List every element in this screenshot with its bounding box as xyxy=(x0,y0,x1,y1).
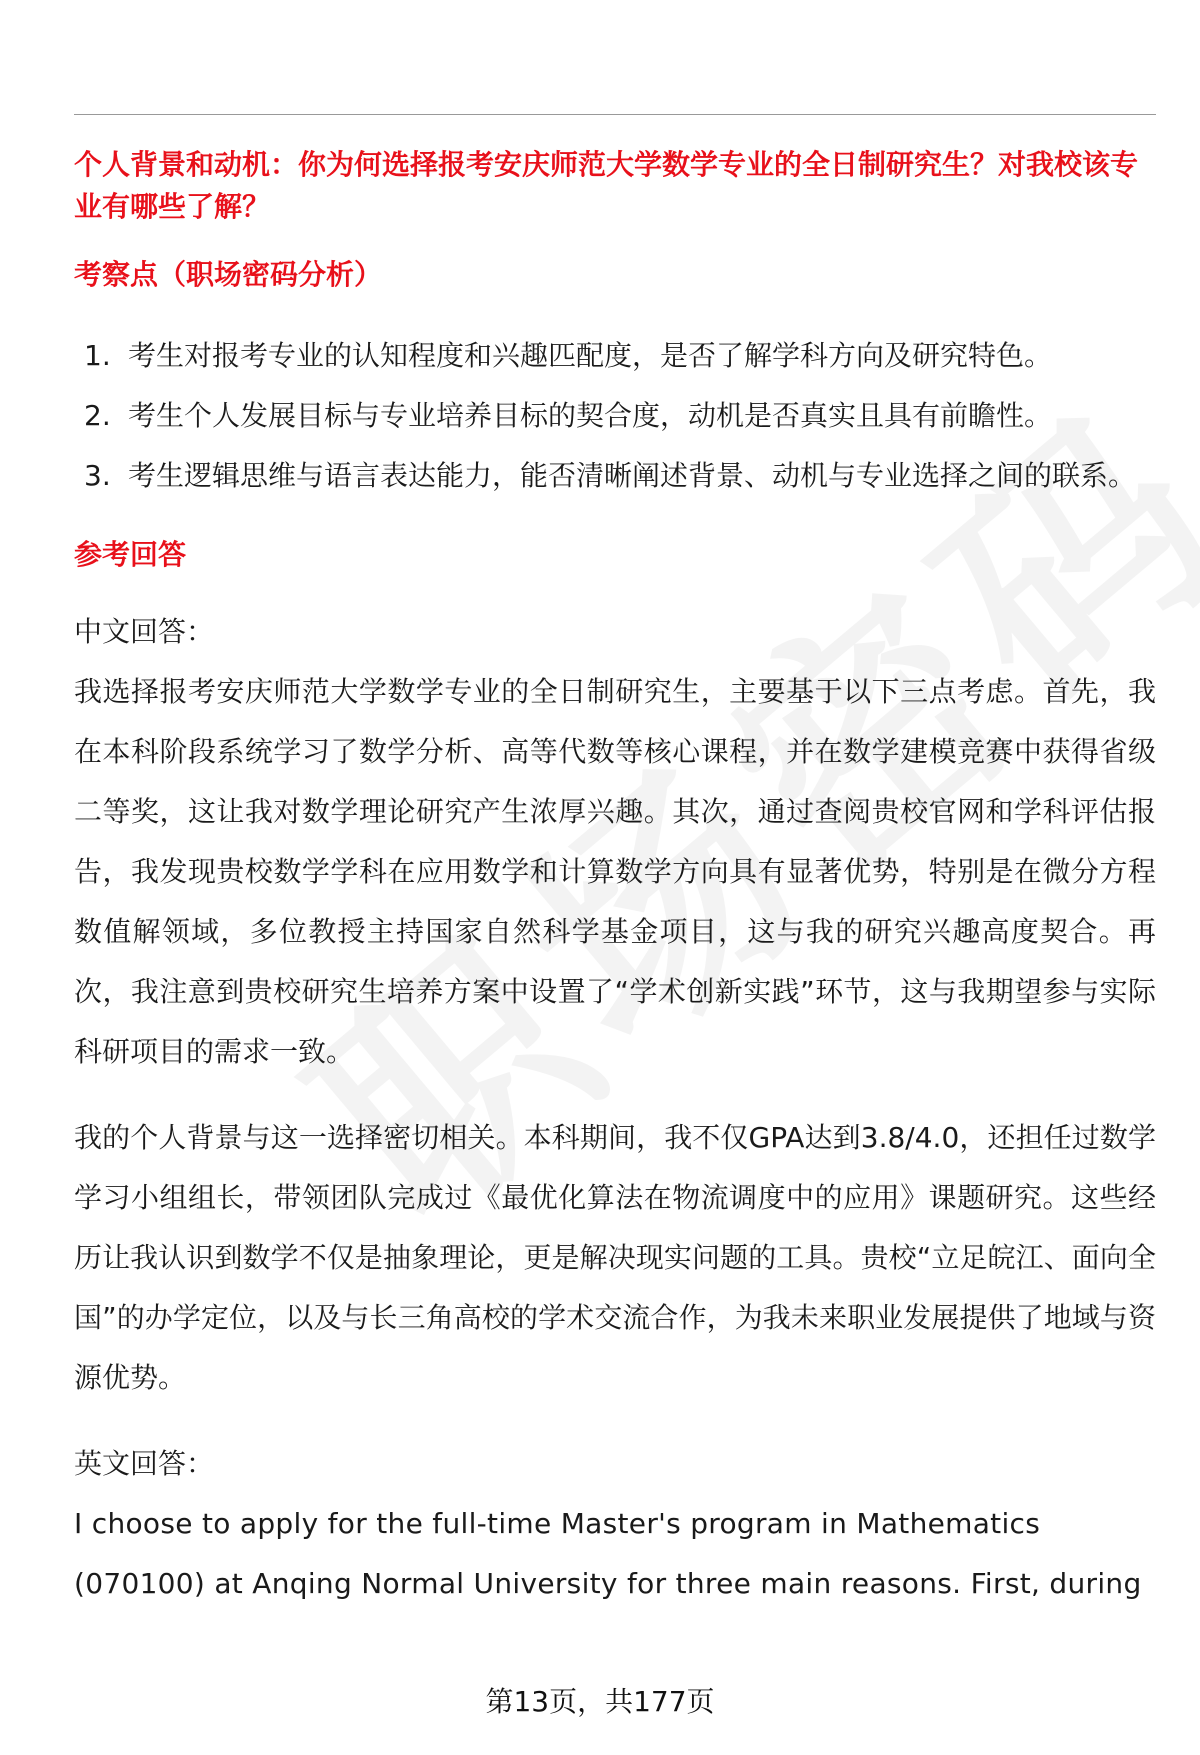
list-item-text: 考生个人发展目标与专业培养目标的契合度，动机是否真实且具有前瞻性。 xyxy=(128,399,1053,432)
english-answer-label: 英文回答： xyxy=(74,1447,215,1480)
english-answer-paragraph: I choose to apply for the full-time Master's program in Mathematics (070100) at Anqing Normal University for three main reasons. First, during xyxy=(74,1507,1142,1600)
exam-points-list xyxy=(74,326,1156,506)
list-item-text: 考生对报考专业的认知程度和兴趣匹配度，是否了解学科方向及研究特色。 xyxy=(128,339,1053,372)
list-item-number: 1. xyxy=(84,339,111,372)
chinese-answer-paragraph: 我选择报考安庆师范大学数学专业的全日制研究生，主要基于以下三点考虑。首先，我在本科阶段系统学习了数学分析、高等代数等核心课程，并在数学建模竞赛中获得省级二等奖，这让我对数学理论研究产生浓厚兴趣。其次，通过查阅贵校官网和学科评估报告，我发现贵校数学学科在应用数学和计算数学方向具有显著优势，特别是在微分方程数值解领域，多位教授主持国家自然科学基金项目，这与我的研究兴趣高度契合。再次，我注意到贵校研究生培养方案中设置了“学术创新实践”环节，这与我期望参与实际科研项目的需求一致。 xyxy=(74,675,1156,1068)
chinese-answer-paragraph: 我的个人背景与这一选择密切相关。本科期间，我不仅GPA达到3.8/4.0，还担任过数学学习小组组长，带领团队完成过《最优化算法在物流调度中的应用》课题研究。这些经历让我认识到数学不仅是抽象理论，更是解决现实问题的工具。贵校“立足皖江、面向全国”的办学定位，以及与长三角高校的学术交流合作，为我未来职业发展提供了地域与资源优势。 xyxy=(74,1121,1156,1394)
list-item-text: 考生逻辑思维与语言表达能力，能否清晰阐述背景、动机与专业选择之间的联系。 xyxy=(128,459,1137,492)
list-item xyxy=(74,446,1156,506)
list-item xyxy=(74,326,1156,386)
chinese-answer-label: 中文回答： xyxy=(74,615,215,648)
top-divider xyxy=(74,114,1156,115)
page-number-footer: 第13页，共177页 xyxy=(485,1685,715,1718)
question-title: 个人背景和动机：你为何选择报考安庆师范大学数学专业的全日制研究生？对我校该专业有哪些了解？ xyxy=(74,148,1139,223)
page-content xyxy=(74,144,1156,1614)
list-item-number: 2. xyxy=(84,399,111,432)
list-item-number: 3. xyxy=(84,459,111,492)
exam-points-heading: 考察点（职场密码分析） xyxy=(74,258,383,291)
list-item xyxy=(74,386,1156,446)
reference-answer-heading: 参考回答 xyxy=(74,538,187,571)
